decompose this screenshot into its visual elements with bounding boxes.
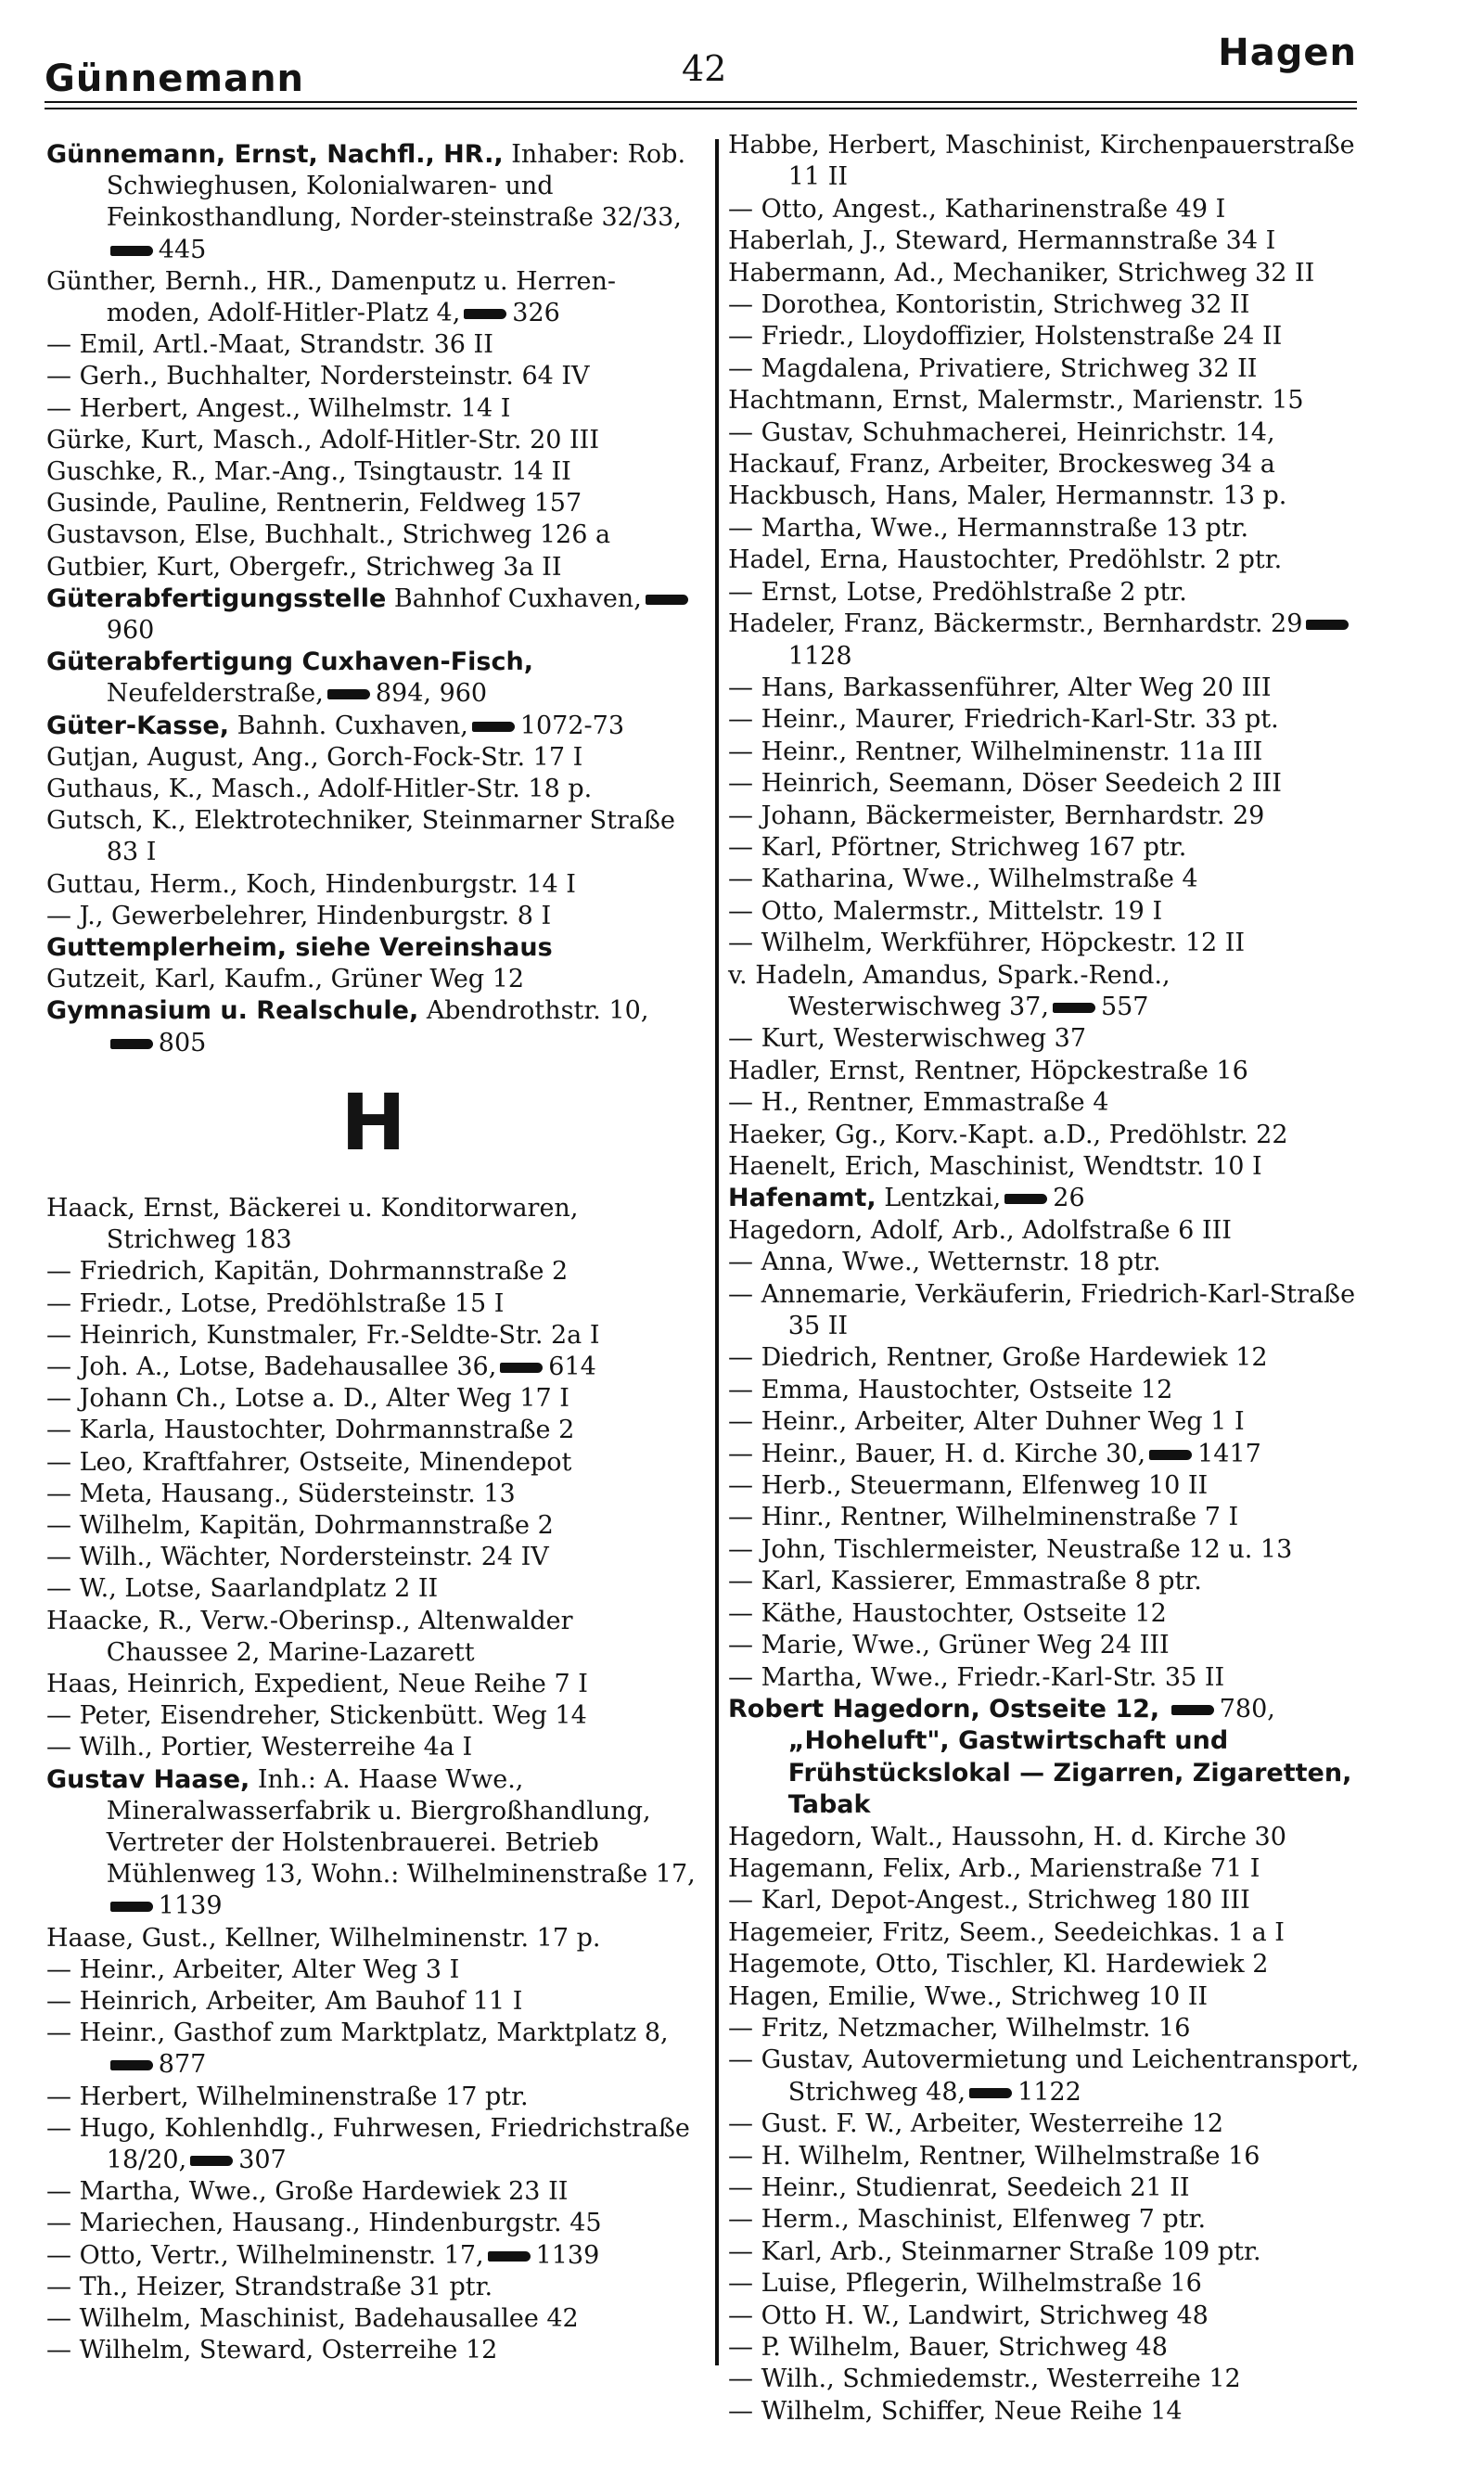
directory-entry [728,1917,1368,1949]
directory-entry [46,2303,700,2335]
entry-text: — J., Gewerbelehrer, Hindenburgstr. 8 I [46,901,552,930]
directory-entry [46,456,700,488]
directory-entry [728,768,1368,800]
entry-text: Inh.: A. Haase Wwe., Mineralwasserfabrik u. Biergroßhandlung, Vertreter der Holstenbrauerei. Betrieb Mühlenweg 13, Wohn.: Wilhelminenstraße 17, [106,1764,696,1890]
directory-entry [728,545,1368,576]
directory-entry [46,519,700,551]
entry-text: — Gustav, Autovermietung und Leichentransport, Strichweg 48, [728,2045,1360,2107]
directory-entry [728,1502,1368,1533]
phone-number: 805 [158,1028,207,1057]
phone-number: 557 [1100,992,1149,1021]
directory-entry [728,1375,1368,1406]
directory-entry [46,995,700,1058]
directory-entry [46,583,700,647]
directory-entry [728,225,1368,257]
running-head-left: Günnemann [45,58,305,100]
directory-entry [46,361,700,392]
entry-text: Guschke, R., Mar.-Ang., Tsingtaustr. 14 II [46,457,571,487]
entry-text: — Gustav, Schuhmacherei, Heinrichstr. 14, [728,417,1275,447]
entry-text: — Otto, Vertr., Wilhelminenstr. 17, [46,2240,484,2270]
entry-bold-name: Günnemann, Ernst, Nachfl., HR., [46,140,504,169]
entry-text: Gutzeit, Karl, Kaufm., Grüner Weg 12 [46,965,525,994]
entry-text: — Johann, Bäckermeister, Bernhardstr. 29 [728,801,1265,830]
entry-text: — Meta, Hausang., Südersteinstr. 13 [46,1479,516,1508]
directory-entry [728,801,1368,832]
directory-entry [728,1406,1368,1438]
entry-text: Gustavson, Else, Buchhalt., Strichweg 126 a [46,520,611,550]
directory-entry [728,258,1368,289]
entry-text: — Joh. A., Lotse, Badehausallee 36, [46,1352,497,1381]
entry-text: — Martha, Wwe., Hermannstraße 13 ptr. [728,513,1249,543]
entry-bold-name: Guttemplerheim, siehe Vereinshaus [46,933,553,963]
entry-text: — Magdalena, Privatiere, Strichweg 32 II [728,353,1258,383]
entry-text: — Heinrich, Kunstmaler, Fr.-Seldte-Str. 2a I [46,1320,600,1350]
entry-text: Hachtmann, Ernst, Malermstr., Marienstr. 15 [728,386,1304,416]
phone-number: 614 [548,1352,596,1381]
phone-number: 1139 [158,1891,223,1921]
entry-text: — Heinr., Arbeiter, Alter Weg 3 I [46,1954,460,1984]
entry-text: — Emma, Haustochter, Ostseite 12 [728,1375,1173,1404]
directory-entry [728,2204,1368,2236]
entry-text: — Ernst, Lotse, Predöhlstraße 2 ptr. [728,577,1187,607]
directory-entry [46,1573,700,1605]
directory-entry [46,1510,700,1542]
entry-text: Abendrothstr. 10, [426,996,649,1026]
directory-entry [728,1662,1368,1694]
telephone-icon [1053,1003,1095,1013]
entry-text: Habbe, Herbert, Maschinist, Kirchenpauerstraße 11 II [728,131,1355,192]
directory-entry [728,2013,1368,2044]
phone-number: 1139 [535,2240,600,2270]
directory-entry [728,1120,1368,1151]
directory-entry [728,194,1368,225]
directory-entry [728,609,1368,673]
telephone-icon [646,595,688,605]
telephone-icon [1171,1705,1214,1715]
telephone-icon [472,722,515,732]
entry-text: — Gust. F. W., Arbeiter, Westerreihe 12 [728,2109,1224,2139]
entry-text: — Otto H. W., Landwirt, Strichweg 48 [728,2300,1209,2330]
entry-text: — Herbert, Angest., Wilhelmstr. 14 I [46,393,511,423]
directory-entry [46,647,700,710]
entry-text: — Friedr., Lotse, Predöhlstraße 15 I [46,1288,505,1318]
telephone-icon [464,309,506,319]
entry-text: — Anna, Wwe., Wetternstr. 18 ptr. [728,1248,1161,1277]
entry-text: Hadel, Erna, Haustochter, Predöhlstr. 2 ptr. [728,545,1283,575]
directory-entry [46,742,700,774]
entry-text: Guthaus, K., Masch., Adolf-Hitler-Str. 18 p. [46,775,593,804]
entry-text: — Friedr., Lloydoffizier, Holstenstraße 24 II [728,322,1283,352]
directory-entry [46,964,700,995]
entry-text: — John, Tischlermeister, Neustraße 12 u. 13 [728,1534,1293,1564]
directory-entry [728,1853,1368,1885]
directory-entry [728,130,1368,194]
entry-text: — Karl, Pförtner, Strichweg 167 ptr. [728,832,1187,862]
directory-entry [46,2113,700,2176]
entry-text: — Heinr., Rentner, Wilhelminenstr. 11a III [728,737,1263,766]
entry-text: — Hinr., Rentner, Wilhelminenstraße 7 I [728,1503,1239,1532]
phone-number: 445 [158,235,207,264]
entry-text: Habermann, Ad., Mechaniker, Strichweg 32 II [728,258,1315,288]
directory-entry [728,1342,1368,1374]
entry-text: — Dorothea, Kontoristin, Strichweg 32 II [728,290,1250,320]
entry-text: — P. Wilhelm, Bauer, Strichweg 48 [728,2333,1168,2363]
directory-entry [728,2396,1368,2428]
phone-number: 894, 960 [375,679,488,709]
entry-text: Bahnh. Cuxhaven, [237,711,468,740]
directory-entry [46,2018,700,2081]
entry-text: Guttau, Herm., Koch, Hindenburgstr. 14 I [46,869,576,899]
entry-text: — Herm., Maschinist, Elfenweg 7 ptr. [728,2205,1207,2235]
right-column [728,130,1368,2428]
directory-entry [46,1193,700,1256]
entry-text: — Heinr., Bauer, H. d. Kirche 30, [728,1439,1146,1468]
header-rule-top [45,101,1357,103]
running-head-right: Hagen [1218,32,1357,74]
directory-entry [728,1151,1368,1183]
directory-entry [728,321,1368,352]
directory-entry [46,869,700,901]
entry-text: — Martha, Wwe., Friedr.-Karl-Str. 35 II [728,1662,1225,1692]
directory-entry [728,2108,1368,2140]
directory-entry [46,1288,700,1320]
entry-text: Neufelderstraße, [106,679,324,709]
directory-entry [46,1606,700,1669]
entry-bold-name: Güter-Kasse, [46,711,229,740]
entry-text: — Heinr., Arbeiter, Alter Duhner Weg 1 I [728,1407,1245,1437]
directory-entry [728,1439,1368,1470]
entry-text: — Annemarie, Verkäuferin, Friedrich-Karl-Straße 35 II [728,1279,1356,1341]
directory-entry [46,2208,700,2239]
directory-entry [728,449,1368,481]
directory-entry [728,1279,1368,1343]
entry-text: — H., Rentner, Emmastraße 4 [728,1088,1109,1118]
entry-bold-name: Robert Hagedorn, Ostseite 12, [728,1694,1160,1724]
telephone-icon [110,246,153,256]
directory-entry [728,1694,1368,1822]
directory-entry [728,2141,1368,2172]
directory-entry [46,2240,700,2272]
directory-entry [46,1256,700,1288]
entry-text: — Heinrich, Arbeiter, Am Bauhof 11 I [46,1986,523,2016]
directory-entry [728,2364,1368,2395]
directory-entry [46,1383,700,1415]
directory-entry [728,1247,1368,1278]
entry-text: — Otto, Angest., Katharinenstraße 49 I [728,194,1226,224]
entry-text: — Karl, Depot-Angest., Strichweg 180 III [728,1886,1250,1916]
directory-entry [728,832,1368,864]
entry-bold-name: Güterabfertigung Cuxhaven-Fisch, [46,647,533,677]
directory-entry [728,1215,1368,1247]
directory-entry [46,1415,700,1446]
directory-entry [46,1700,700,1732]
entry-text: Gürke, Kurt, Masch., Adolf-Hitler-Str. 20 III [46,425,600,455]
entry-text: Gutjan, August, Ang., Gorch-Fock-Str. 17 I [46,742,583,772]
entry-text: Hadler, Ernst, Rentner, Höpckestraße 16 [728,1056,1248,1085]
phone-number: 1417 [1197,1439,1261,1468]
directory-entry [728,960,1368,1024]
entry-text: — Heinrich, Seemann, Döser Seedeich 2 III [728,769,1282,799]
directory-entry [728,2300,1368,2332]
entry-text: — Hans, Barkassenführer, Alter Weg 20 III [728,673,1272,702]
entry-text: — Hugo, Kohlenhdlg., Fuhrwesen, Friedrichstraße 18/20, [46,2113,690,2174]
entry-text: — Wilhelm, Steward, Osterreihe 12 [46,2336,498,2365]
directory-entry [728,1598,1368,1630]
entry-text: — Wilhelm, Schiffer, Neue Reihe 14 [728,2396,1183,2426]
directory-entry [46,329,700,361]
directory-entry [728,385,1368,416]
directory-entry [728,1183,1368,1214]
entry-text: — H. Wilhelm, Rentner, Wilhelmstraße 16 [728,2141,1260,2171]
directory-entry [728,417,1368,449]
directory-entry [46,774,700,805]
entry-bold-name: Güterabfertigungsstelle [46,583,387,613]
entry-text: — Käthe, Haustochter, Ostseite 12 [728,1598,1167,1628]
directory-entry [728,1056,1368,1087]
telephone-icon [110,1902,153,1912]
entry-text: Haberlah, J., Steward, Hermannstraße 34 I [728,226,1276,256]
directory-entry [46,552,700,583]
entry-text: Haase, Gust., Kellner, Wilhelminenstr. 17 p. [46,1923,601,1953]
entry-text: — Leo, Kraftfahrer, Ostseite, Minendepot [46,1447,572,1477]
entry-text: — Wilh., Schmiedemstr., Westerreihe 12 [728,2364,1241,2394]
entry-text: — Wilhelm, Werkführer, Höpckestr. 12 II [728,929,1246,958]
entry-text: Hadeler, Franz, Bäckermstr., Bernhardstr. 29 [728,609,1303,639]
directory-entry [728,1470,1368,1502]
directory-entry [46,1352,700,1383]
entry-text: — Diedrich, Rentner, Große Hardewiek 12 [728,1343,1268,1373]
directory-entry [728,1981,1368,2013]
telephone-icon [190,2156,233,2166]
telephone-icon [1004,1194,1047,1204]
directory-entry [728,353,1368,385]
entry-text: Hagemann, Felix, Arb., Marienstraße 71 I [728,1853,1260,1883]
directory-entry [46,425,700,456]
entry-text: Bahnhof Cuxhaven, [393,583,642,613]
entry-text: Gutsch, K., Elektrotechniker, Steinmarner Straße 83 I [46,806,675,867]
directory-entry [46,1986,700,2018]
entry-text: Hagedorn, Walt., Haussohn, H. d. Kirche 30 [728,1822,1286,1852]
directory-entry [46,1923,700,1954]
directory-entry [46,1447,700,1479]
entry-text: — Peter, Eisendreher, Stickenbütt. Weg 14 [46,1701,587,1731]
entry-text: Hackauf, Franz, Arbeiter, Brockesweg 34 a [728,450,1275,480]
directory-entry [728,704,1368,736]
entry-text: Hagen, Emilie, Wwe., Strichweg 10 II [728,1981,1209,2011]
telephone-icon [488,2251,531,2262]
telephone-icon [110,1039,153,1049]
directory-entry [728,1087,1368,1119]
directory-entry [728,1885,1368,1916]
header-rule-bottom [45,108,1357,109]
entry-text: v. Hadeln, Amandus, Spark.-Rend., Westerwischweg 37, [728,960,1171,1021]
directory-entry [728,1534,1368,1566]
directory-entry [728,1023,1368,1055]
page-number: 42 [682,48,727,89]
directory-entry [728,1949,1368,1980]
directory-entry [46,1542,700,1573]
directory-entry [46,2176,700,2208]
entry-text: — Fritz, Netzmacher, Wilhelmstr. 16 [728,2013,1191,2043]
phone-number: 326 [512,299,560,328]
phone-number: 1128 [787,641,852,671]
directory-entry [46,2272,700,2303]
phone-number: 780, [1219,1694,1275,1724]
directory-entry [728,481,1368,512]
directory-entry [46,805,700,868]
telephone-icon [1149,1450,1192,1460]
entry-text: — Th., Heizer, Strandstraße 31 ptr. [46,2272,493,2301]
directory-entry [728,896,1368,928]
entry-text-continued: „Hoheluft", Gastwirtschaft und Frühstückslokal — Zigarren, Zigaretten, Tabak [787,1726,1352,1820]
entry-text: — Wilh., Portier, Westerreihe 4a I [46,1733,473,1762]
entry-text: — Herbert, Wilhelminenstraße 17 ptr. [46,2082,529,2111]
directory-entry [46,1479,700,1510]
directory-entry [728,1822,1368,1853]
directory-entry [46,2335,700,2366]
entry-text: Gutbier, Kurt, Obergefr., Strichweg 3a II [46,552,562,582]
entry-text: Haas, Heinrich, Expedient, Neue Reihe 7 I [46,1669,588,1698]
entry-text: — Friedrich, Kapitän, Dohrmannstraße 2 [46,1257,569,1287]
directory-entry [46,393,700,425]
section-letter: H [340,1076,406,1168]
directory-entry [46,1669,700,1700]
directory-entry [728,1566,1368,1597]
entry-text: — Karl, Arb., Steinmarner Straße 109 ptr. [728,2236,1261,2266]
directory-entry [728,2236,1368,2268]
directory-entry [728,577,1368,609]
entry-text: — Karl, Kassierer, Emmastraße 8 ptr. [728,1567,1202,1596]
directory-entry [728,2044,1368,2108]
entry-text: Hagedorn, Adolf, Arb., Adolfstraße 6 III [728,1215,1232,1245]
entry-bold-name: Gustav Haase, [46,1764,250,1794]
entry-text: Haacke, R., Verw.-Oberinsp., Altenwalder Chaussee 2, Marine-Lazarett [46,1606,573,1667]
directory-entry [46,711,700,742]
entry-text: Hagemote, Otto, Tischler, Kl. Hardewiek 2 [728,1950,1269,1980]
directory-entry [46,1954,700,1986]
entry-text: — Wilh., Wächter, Nordersteinstr. 24 IV [46,1543,549,1572]
entry-text: — Katharina, Wwe., Wilhelmstraße 4 [728,865,1198,894]
telephone-icon [969,2088,1012,2098]
entry-text: — Emil, Artl.-Maat, Strandstr. 36 II [46,330,493,360]
phone-number: 960 [106,616,155,646]
entry-text: Günther, Bernh., HR., Damenputz u. Herren-moden, Adolf-Hitler-Platz 4, [46,266,616,328]
entry-text: — W., Lotse, Saarlandplatz 2 II [46,1574,439,1604]
entry-text: Haenelt, Erich, Maschinist, Wendtstr. 10 I [728,1152,1262,1181]
directory-entry [46,1320,700,1352]
directory-entry [728,289,1368,321]
telephone-icon [327,689,370,699]
entry-bold-name: Gymnasium u. Realschule, [46,996,419,1026]
directory-entry [728,2332,1368,2364]
entry-bold-name: Hafenamt, [728,1184,876,1213]
entry-text: — Karla, Haustochter, Dohrmannstraße 2 [46,1416,575,1445]
directory-entry [46,139,700,266]
entry-text: — Heinr., Studienrat, Seedeich 21 II [728,2173,1190,2202]
entry-text: Inhaber: Rob. Schwieghusen, Kolonialwaren- und Feinkosthandlung, Norder-steinstraße 32/33, [106,140,686,233]
directory-entry [46,901,700,932]
entry-text: — Kurt, Westerwischweg 37 [728,1024,1087,1054]
entry-text: Hagemeier, Fritz, Seem., Seedeichkas. 1 a I [728,1917,1285,1947]
directory-entry [728,673,1368,704]
directory-entry [728,2268,1368,2300]
entry-text: Hackbusch, Hans, Maler, Hermannstr. 13 p. [728,481,1287,511]
directory-entry [728,2172,1368,2204]
directory-entry [46,266,700,329]
directory-entry [728,864,1368,895]
directory-entry [728,513,1368,545]
entry-text: — Heinr., Maurer, Friedrich-Karl-Str. 33 pt. [728,705,1279,735]
entry-text: — Martha, Wwe., Große Hardewiek 23 II [46,2177,569,2207]
telephone-icon [110,2060,153,2070]
entry-text: Haack, Ernst, Bäckerei u. Konditorwaren, Strichweg 183 [46,1193,579,1255]
entry-text: Gusinde, Pauline, Rentnerin, Feldweg 157 [46,489,582,519]
phone-number: 26 [1053,1184,1085,1213]
phone-number: 1122 [1017,2077,1081,2107]
column-divider [715,139,719,2365]
directory-entry [46,2082,700,2113]
entry-text: Lentzkai, [884,1184,1002,1213]
entry-text: — Wilhelm, Kapitän, Dohrmannstraße 2 [46,1510,554,1540]
entry-text: Haeker, Gg., Korv.-Kapt. a.D., Predöhlstr. 22 [728,1120,1288,1149]
directory-entry [728,737,1368,768]
entry-text: — Gerh., Buchhalter, Nordersteinstr. 64 IV [46,362,590,391]
phone-number: 1072-73 [519,711,625,740]
entry-text: — Herb., Steuermann, Elfenweg 10 II [728,1471,1209,1501]
directory-entry [728,928,1368,959]
entry-text: — Marie, Wwe., Grüner Weg 24 III [728,1631,1170,1660]
directory-entry [46,932,700,964]
phone-number: 877 [158,2050,207,2080]
left-column [46,139,700,2366]
directory-entry [46,1764,700,1923]
entry-text: — Luise, Pflegerin, Wilhelmstraße 16 [728,2269,1202,2299]
phone-number: 307 [238,2145,287,2174]
entry-text: — Otto, Malermstr., Mittelstr. 19 I [728,896,1163,926]
entry-text: — Wilhelm, Maschinist, Badehausallee 42 [46,2304,579,2333]
entry-text: — Heinr., Gasthof zum Marktplatz, Marktplatz 8, [46,2018,669,2048]
directory-entry [728,1630,1368,1661]
directory-entry [46,1732,700,1763]
entry-text: — Mariechen, Hausang., Hindenburgstr. 45 [46,2209,602,2238]
entry-text: — Johann Ch., Lotse a. D., Alter Weg 17 I [46,1384,569,1414]
telephone-icon [1306,620,1349,630]
telephone-icon [500,1363,543,1373]
directory-entry [46,488,700,519]
